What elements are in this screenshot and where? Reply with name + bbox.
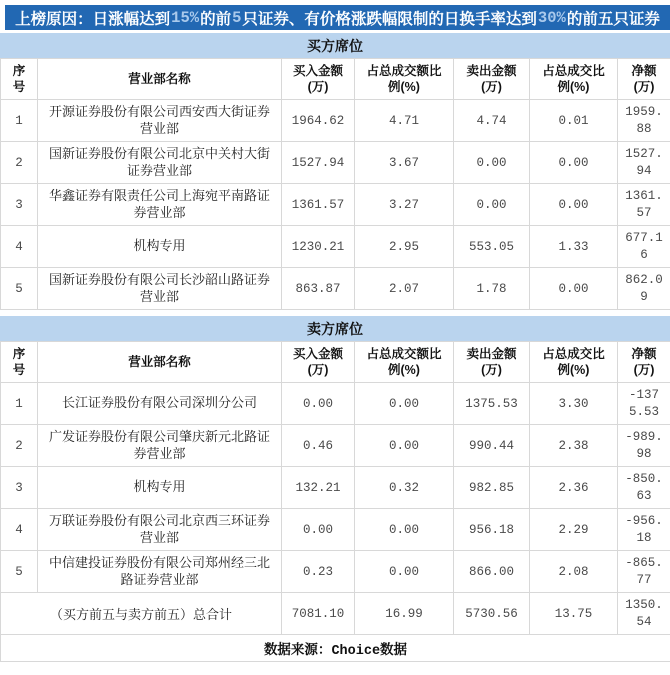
reason-banner bbox=[5, 5, 670, 30]
buyer-header-row bbox=[1, 59, 670, 100]
column-header: 净额(万) bbox=[618, 59, 670, 100]
column-header: 序号 bbox=[1, 59, 38, 100]
seller-row-3 bbox=[1, 467, 670, 509]
column-header: 序号 bbox=[1, 342, 38, 383]
cell-rank: 5 bbox=[1, 551, 38, 593]
banner-text-segment: 只证券、有价格涨跌幅限制的日换手率达到 bbox=[242, 7, 537, 29]
grand-total-row bbox=[1, 593, 670, 635]
cell-rank: 1 bbox=[1, 383, 38, 425]
cell-buy-amount: 863.87 bbox=[282, 268, 355, 310]
cell-buy-amount: 1527.94 bbox=[282, 142, 355, 184]
cell-rank: 5 bbox=[1, 268, 38, 310]
banner-text-segment: 的前五只证券 bbox=[567, 7, 660, 29]
cell-net-amount: -865.77 bbox=[618, 551, 670, 593]
seller-table bbox=[0, 341, 670, 662]
banner-text-segment: 的前 bbox=[200, 7, 231, 29]
column-header: 买入金额(万) bbox=[282, 59, 355, 100]
cell-buy-pct: 0.32 bbox=[355, 467, 454, 509]
data-source-row bbox=[1, 635, 670, 662]
banner-number: 15% bbox=[170, 9, 200, 27]
cell-net-amount: -989.98 bbox=[618, 425, 670, 467]
cell-broker-name: 国新证券股份有限公司北京中关村大街证券营业部 bbox=[38, 142, 282, 184]
cell-buy-amount: 132.21 bbox=[282, 467, 355, 509]
buyer-row-1 bbox=[1, 100, 670, 142]
seller-section-title: 卖方席位 bbox=[307, 319, 363, 339]
buyer-table bbox=[0, 58, 670, 310]
buyer-row-4 bbox=[1, 226, 670, 268]
cell-rank: 3 bbox=[1, 467, 38, 509]
cell-broker-name: 万联证券股份有限公司北京西三环证券营业部 bbox=[38, 509, 282, 551]
cell-rank: 1 bbox=[1, 100, 38, 142]
cell-broker-name: 国新证券股份有限公司长沙韶山路证券营业部 bbox=[38, 268, 282, 310]
buyer-row-2 bbox=[1, 142, 670, 184]
cell-sell-pct: 2.29 bbox=[530, 509, 618, 551]
cell-buy-pct: 0.00 bbox=[355, 383, 454, 425]
cell-broker-name: 长江证券股份有限公司深圳分公司 bbox=[38, 383, 282, 425]
cell-buy-pct: 3.27 bbox=[355, 184, 454, 226]
cell-sell-amount: 1375.53 bbox=[454, 383, 530, 425]
cell-total-label: （买方前五与卖方前五）总合计 bbox=[1, 593, 282, 635]
cell-net-amount: 677.16 bbox=[618, 226, 670, 268]
column-header: 卖出金额(万) bbox=[454, 342, 530, 383]
column-header: 营业部名称 bbox=[38, 342, 282, 383]
cell-sell-pct: 0.00 bbox=[530, 142, 618, 184]
cell-buy-pct: 0.00 bbox=[355, 551, 454, 593]
seller-header-row bbox=[1, 342, 670, 383]
cell-net-amount: 1959.88 bbox=[618, 100, 670, 142]
cell-sell-amount: 0.00 bbox=[454, 184, 530, 226]
data-source-cell bbox=[1, 635, 670, 662]
cell-sell-pct: 2.38 bbox=[530, 425, 618, 467]
cell-rank: 4 bbox=[1, 509, 38, 551]
cell-buy-amount: 1230.21 bbox=[282, 226, 355, 268]
cell-broker-name: 开源证券股份有限公司西安西大街证券营业部 bbox=[38, 100, 282, 142]
column-header: 营业部名称 bbox=[38, 59, 282, 100]
data-source-label: 数据来源： bbox=[264, 642, 332, 657]
column-header: 买入金额(万) bbox=[282, 342, 355, 383]
cell-net-amount: -850.63 bbox=[618, 467, 670, 509]
banner-number: 30% bbox=[537, 9, 567, 27]
seller-row-4 bbox=[1, 509, 670, 551]
cell-sell-amount: 0.00 bbox=[454, 142, 530, 184]
cell-total-net-amount: 1350.54 bbox=[618, 593, 670, 635]
cell-buy-amount: 0.46 bbox=[282, 425, 355, 467]
cell-broker-name: 机构专用 bbox=[38, 226, 282, 268]
cell-sell-amount: 956.18 bbox=[454, 509, 530, 551]
cell-total-buy-amount: 7081.10 bbox=[282, 593, 355, 635]
cell-buy-amount: 0.23 bbox=[282, 551, 355, 593]
cell-total-sell-pct: 13.75 bbox=[530, 593, 618, 635]
cell-rank: 2 bbox=[1, 142, 38, 184]
cell-net-amount: 862.09 bbox=[618, 268, 670, 310]
cell-rank: 2 bbox=[1, 425, 38, 467]
seller-row-2 bbox=[1, 425, 670, 467]
buyer-section-header bbox=[0, 33, 670, 58]
cell-broker-name: 华鑫证券有限责任公司上海宛平南路证券营业部 bbox=[38, 184, 282, 226]
cell-broker-name: 广发证券股份有限公司肇庆新元北路证券营业部 bbox=[38, 425, 282, 467]
column-header: 占总成交额比例(%) bbox=[355, 59, 454, 100]
cell-buy-pct: 4.71 bbox=[355, 100, 454, 142]
cell-buy-pct: 2.95 bbox=[355, 226, 454, 268]
cell-rank: 4 bbox=[1, 226, 38, 268]
data-source-suffix: 数据 bbox=[380, 642, 407, 657]
cell-sell-amount: 553.05 bbox=[454, 226, 530, 268]
cell-sell-pct: 3.30 bbox=[530, 383, 618, 425]
buyer-row-5 bbox=[1, 268, 670, 310]
cell-total-buy-pct: 16.99 bbox=[355, 593, 454, 635]
cell-total-sell-amount: 5730.56 bbox=[454, 593, 530, 635]
cell-sell-pct: 1.33 bbox=[530, 226, 618, 268]
cell-rank: 3 bbox=[1, 184, 38, 226]
cell-buy-pct: 3.67 bbox=[355, 142, 454, 184]
cell-sell-pct: 2.36 bbox=[530, 467, 618, 509]
cell-net-amount: 1361.57 bbox=[618, 184, 670, 226]
cell-sell-amount: 4.74 bbox=[454, 100, 530, 142]
column-header: 占总成交比例(%) bbox=[530, 59, 618, 100]
cell-sell-amount: 1.78 bbox=[454, 268, 530, 310]
cell-buy-pct: 0.00 bbox=[355, 425, 454, 467]
cell-sell-pct: 0.00 bbox=[530, 268, 618, 310]
cell-sell-amount: 866.00 bbox=[454, 551, 530, 593]
cell-net-amount: -956.18 bbox=[618, 509, 670, 551]
cell-sell-amount: 990.44 bbox=[454, 425, 530, 467]
cell-sell-pct: 0.01 bbox=[530, 100, 618, 142]
banner-text-segment: 上榜原因：日涨幅达到 bbox=[15, 7, 170, 29]
cell-sell-pct: 0.00 bbox=[530, 184, 618, 226]
lhb-report bbox=[0, 5, 670, 662]
cell-broker-name: 机构专用 bbox=[38, 467, 282, 509]
cell-net-amount: 1527.94 bbox=[618, 142, 670, 184]
cell-sell-pct: 2.08 bbox=[530, 551, 618, 593]
column-header: 卖出金额(万) bbox=[454, 59, 530, 100]
column-header: 占总成交比例(%) bbox=[530, 342, 618, 383]
cell-net-amount: -1375.53 bbox=[618, 383, 670, 425]
cell-sell-amount: 982.85 bbox=[454, 467, 530, 509]
column-header: 净额(万) bbox=[618, 342, 670, 383]
buyer-section-title: 买方席位 bbox=[307, 36, 363, 56]
seller-row-1 bbox=[1, 383, 670, 425]
cell-buy-pct: 0.00 bbox=[355, 509, 454, 551]
column-header: 占总成交额比例(%) bbox=[355, 342, 454, 383]
buyer-row-3 bbox=[1, 184, 670, 226]
cell-buy-amount: 0.00 bbox=[282, 509, 355, 551]
seller-section-header bbox=[0, 316, 670, 341]
cell-buy-amount: 0.00 bbox=[282, 383, 355, 425]
cell-buy-pct: 2.07 bbox=[355, 268, 454, 310]
cell-buy-amount: 1964.62 bbox=[282, 100, 355, 142]
seller-row-5 bbox=[1, 551, 670, 593]
cell-broker-name: 中信建投证券股份有限公司郑州经三北路证券营业部 bbox=[38, 551, 282, 593]
data-source-brand: Choice bbox=[331, 644, 380, 659]
cell-buy-amount: 1361.57 bbox=[282, 184, 355, 226]
banner-number: 5 bbox=[231, 9, 242, 27]
